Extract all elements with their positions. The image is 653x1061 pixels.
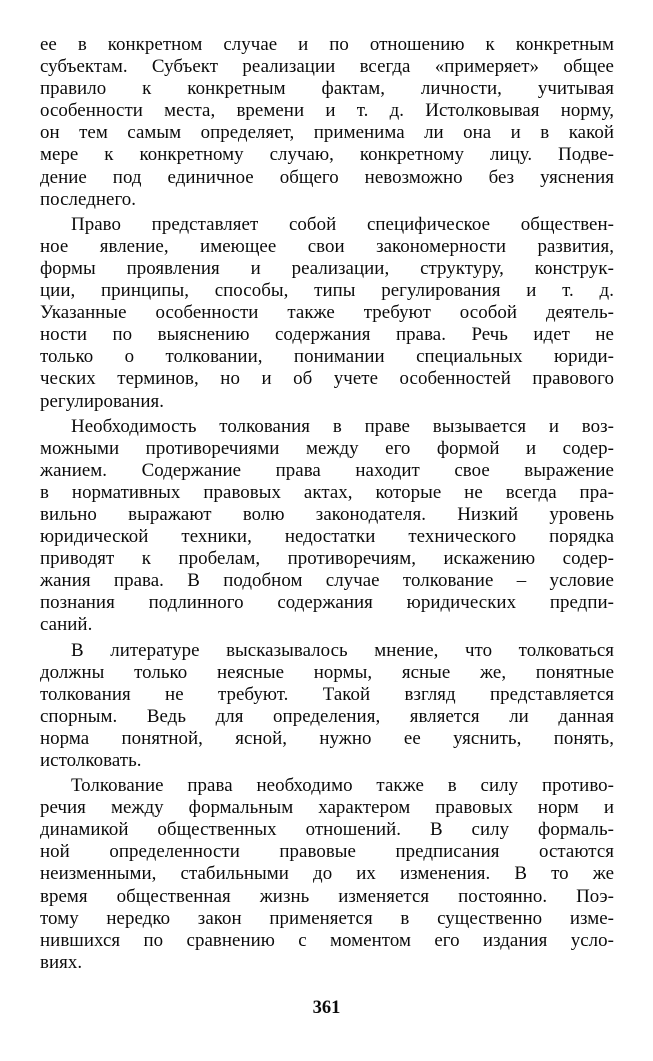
text-line: можными противоречиями между его формой и содер- — [40, 437, 614, 459]
text-line: приводят к пробелам, противоречиям, искажению содер- — [40, 548, 614, 570]
paragraph-1 — [40, 34, 614, 211]
text-line: спорным. Ведь для определения, является ли данная — [40, 705, 614, 727]
text-line: правило к конкретным фактам, личности, учитывая — [40, 78, 614, 100]
text-line: в нормативных правовых актах, которые не всегда пра- — [40, 481, 614, 503]
text-line: субъектам. Субъект реализации всегда «примеряет» общее — [40, 56, 614, 78]
text-line: только о толковании, понимании специальных юриди- — [40, 346, 614, 368]
text-line: саний. — [40, 614, 93, 636]
text-line: вильно выражают волю законодателя. Низкий уровень — [40, 503, 614, 525]
text-line: Право представляет собой специфическое обществен- — [71, 213, 614, 235]
text-line: нившихся по сравнению с моментом его издания усло- — [40, 929, 614, 951]
text-line: должны только неясные нормы, ясные же, понятные — [40, 661, 614, 683]
paragraph-2 — [40, 214, 614, 413]
text-line: жанием. Содержание права находит свое выражение — [40, 459, 614, 481]
text-line: юридической техники, недостатки технического порядка — [40, 526, 614, 548]
page-number: 361 — [312, 998, 341, 1018]
text-line: время общественная жизнь изменяется постоянно. Поэ- — [40, 885, 614, 907]
text-line: Необходимость толкования в праве вызывается и воз- — [71, 415, 614, 437]
text-line: ности по выяснению содержания права. Речь идет не — [40, 324, 614, 346]
text-line: виях. — [40, 951, 83, 973]
text-line: норма понятной, ясной, нужно ее уяснить, понять, — [40, 727, 614, 749]
text-line: динамикой общественных отношений. В силу формаль- — [40, 819, 614, 841]
text-line: ции, принципы, способы, типы регулирования и т. д. — [40, 280, 614, 302]
text-line: тому нередко закон применяется в существенно изме- — [40, 907, 614, 929]
text-line: последнего. — [40, 188, 137, 210]
text-line: истолковать. — [40, 750, 142, 771]
text-line: ее в конкретном случае и по отношению к конкретным — [40, 34, 614, 55]
text-line: дение под единичное общего невозможно без уяснения — [40, 166, 614, 188]
text-line: неизменными, стабильными до их изменения. В то же — [40, 863, 614, 885]
text-line: ное явление, имеющее свои закономерности развития, — [40, 235, 614, 257]
text-line: формы проявления и реализации, структуру, конструк- — [40, 257, 614, 279]
text-line: ной определенности правовые предписания остаются — [40, 841, 614, 863]
text-line: мере к конкретному случаю, конкретному лицу. Подве- — [40, 144, 614, 166]
text-line: В литературе высказывалось мнение, что толковаться — [71, 639, 614, 661]
text-line: Толкование права необходимо также в силу противо- — [71, 775, 614, 797]
paragraph-4 — [40, 640, 614, 773]
text-line: ческих терминов, но и об учете особенностей правового — [40, 368, 614, 390]
text-line: жания права. В подобном случае толкование – условие — [40, 570, 614, 592]
paragraph-3 — [40, 416, 614, 637]
text-line: регулирования. — [40, 390, 165, 412]
text-line: познания подлинного содержания юридических предпи- — [40, 592, 614, 614]
text-line: особенности места, времени и т. д. Истолковывая норму, — [40, 100, 614, 122]
paragraph-5 — [40, 775, 614, 974]
text-line: он тем самым определяет, применима ли она и в какой — [40, 122, 614, 144]
text-line: Указанные особенности также требуют особой деятель- — [40, 302, 614, 324]
text-line: толкования не требуют. Такой взгляд представляется — [40, 683, 614, 705]
text-line: речия между формальным характером правовых норм и — [40, 797, 614, 819]
page-text-body — [40, 34, 614, 977]
